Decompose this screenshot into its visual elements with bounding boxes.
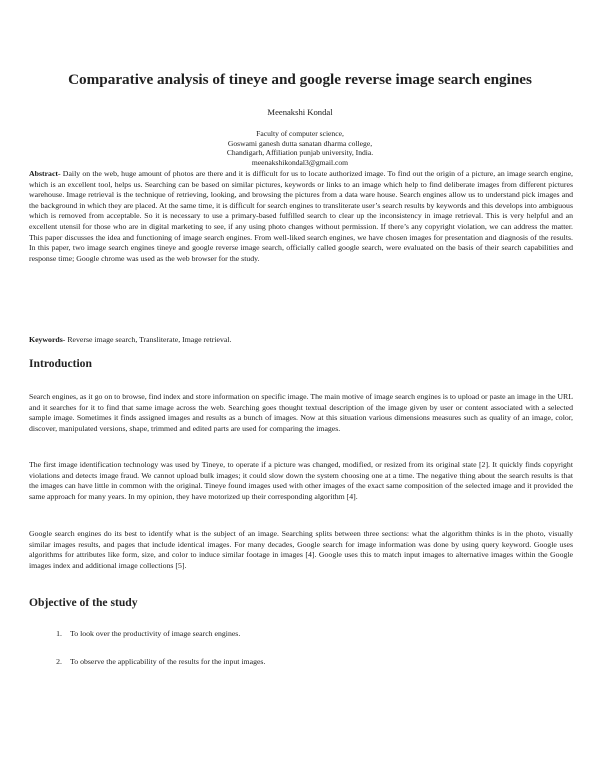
intro-paragraph (29, 460, 573, 502)
affiliation-line: Faculty of computer science, (256, 129, 344, 138)
objective-item (29, 629, 240, 638)
objective-heading: Objective of the study (29, 596, 138, 609)
intro-paragraph (29, 392, 573, 434)
keywords-section (29, 335, 573, 346)
list-text: To look over the productivity of image search engines. (70, 629, 241, 638)
paragraph-text: Search engines, as it go on to browse, find index and store information on specific image. The main motive of image search engines is to upload or paste an image in the URL and it searches for it to find that same image across the web. Searching goes thought textual description of the image given by user or content associated with a selected sample image. Sometimes it finds assigned images and results as a bunch of images. Now at this situation various dimensions measures such as quality of an image, color, discover, manipulated versions, shape, trimmed and edited parts are used for comparing the images. (29, 392, 573, 433)
objective-item (29, 657, 265, 666)
paragraph-text: Google search engines do its best to identify what is the subject of an image. Searching splits between three sections: what the algorithm thinks is in the photo, visually similar images results, and pages that include identical images. For many decades, Google search for image information was done by using query keyword. Google uses algorithms for attributes like form, size, and color to induce similar footage in images [4]. Google uses this to match input images to alternative images within the Google images index and additional image collections [5]. (29, 529, 573, 570)
author-affiliation (0, 129, 600, 168)
paragraph-text: The first image identification technology was used by Tineye, to operate if a picture was changed, modified, or resized from its original state [2]. It quickly finds copyright violations and detects image fraud. We cannot upload bulk images; it could slow down the system choosing one at a time. The negative thing about the search results is that the images can have little in common with the original. Tineye found images used with other images of the exact same composition of the selected image and it provided the same approach for many years. In my opinion, they have motorized up their corresponding algorithm [4]. (29, 460, 573, 501)
affiliation-line: Goswami ganesh dutta sanatan dharma college, (227, 138, 373, 148)
intro-paragraph (29, 529, 573, 571)
introduction-heading: Introduction (29, 357, 92, 370)
list-text: To observe the applicability of the results for the input images. (70, 657, 266, 666)
keywords-label: Keywords (29, 335, 63, 344)
affiliation-line: Chandigarh, Affiliation punjab university, India. (226, 148, 374, 158)
keywords-text: - Reverse image search, Transliterate, Image retrieval. (62, 335, 232, 344)
abstract-text: - Daily on the web, huge amount of photos are there and it is difficult for us to locate authorized image. To find out the origin of a picture, an image search engine, which is an excellent tool, helps us. Searching can be based on similar pictures, keywords or links to an image which help to find deliberate images from different pictures warehouse. Image retrieval is the technique of retrieving, looking, and browsing the pictures from a data ware house. Search engines allow us to understand pick images and the background in which they are placed. At the same time, it is difficult for search engines to transliterate user’s search results by keywords and this develops into ambiguous which is removed from acceptable. So it is necessary to use a primary-based fulfilled search to clear up the inconsistency in image retrieval. This is very helpful and an excellent utensil for those who are in digital marketing to see, if any using photo changes without permission. If there’s any copyright violation, we can address the matter. This paper discusses the idea and functioning of image search engines. From well-liked search engines, we have chosen images for presentation and diagnosis of the results. In this paper, two image search engines tineye and google reverse image search, officially called google search, were evaluated on the basis of their search capabilities and response time; Google chrome was used as the web browser for the study. (29, 169, 573, 263)
paper-title: Comparative analysis of tineye and google reverse image search engines (68, 71, 532, 88)
author-email: meenakshikondal3@gmail.com (251, 158, 349, 168)
abstract-label: Abstract (29, 169, 59, 178)
author-name: Meenakshi Kondal (267, 107, 333, 117)
abstract-section (29, 169, 573, 264)
list-number: 2. (56, 657, 62, 666)
list-number: 1. (56, 629, 62, 638)
